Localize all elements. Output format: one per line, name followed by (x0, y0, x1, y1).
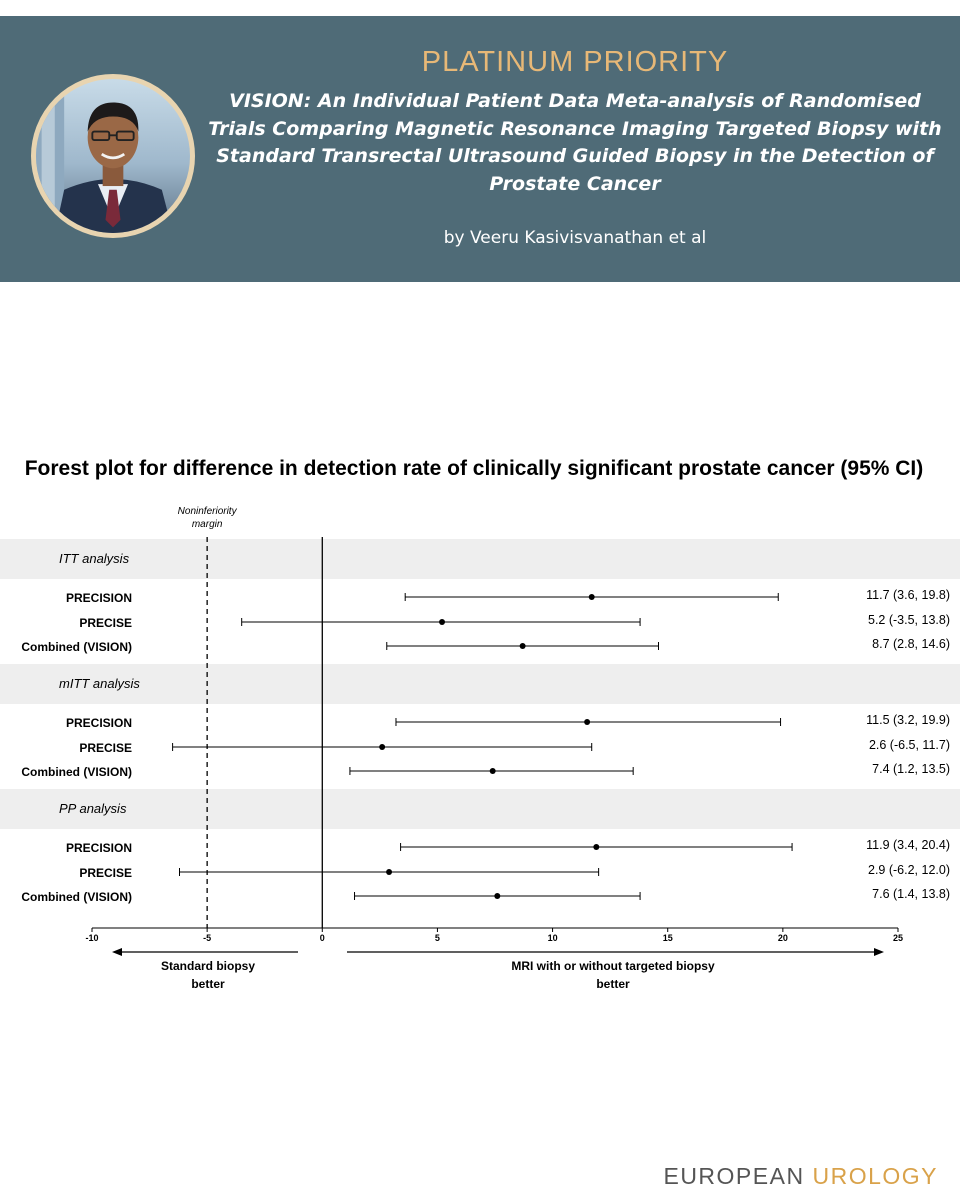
noninferiority-label: margin (191, 519, 223, 530)
estimate-text: 5.2 (-3.5, 13.8) (868, 613, 950, 627)
group-label: ITT analysis (59, 551, 130, 566)
estimate-text: 8.7 (2.8, 14.6) (872, 637, 950, 651)
forest-plot (0, 500, 960, 1010)
estimate-text: 2.6 (-6.5, 11.7) (868, 738, 950, 752)
estimate-text: 11.9 (3.4, 20.4) (866, 838, 950, 852)
estimate-text: 11.7 (3.6, 19.8) (866, 588, 950, 602)
row-label: PRECISE (79, 866, 132, 880)
row-label: Combined (VISION) (21, 765, 132, 779)
x-tick-label: 25 (892, 933, 904, 943)
row-label: PRECISE (79, 616, 132, 630)
author-photo (31, 74, 195, 238)
estimate-text: 11.5 (3.2, 19.9) (866, 713, 950, 727)
right-direction-label: better (596, 977, 630, 991)
chart-title: Forest plot for difference in detection rate of clinically significant prostate cancer (95% CI) (24, 457, 924, 480)
x-tick-label: 10 (547, 933, 558, 943)
x-tick-label: 0 (319, 933, 325, 943)
x-tick-label: 20 (777, 933, 788, 943)
author-byline: by Veeru Kasivisvanathan et al (443, 228, 707, 248)
x-tick-label: 5 (434, 933, 440, 943)
point-estimate (520, 643, 526, 649)
point-estimate (490, 768, 496, 774)
estimate-text: 7.6 (1.4, 13.8) (872, 887, 950, 901)
x-tick-label: -5 (203, 933, 212, 943)
forest-plot-svg (0, 500, 960, 1010)
point-estimate (494, 893, 500, 899)
group-band (0, 664, 960, 704)
point-estimate (584, 719, 590, 725)
point-estimate (593, 844, 599, 850)
row-label: Combined (VISION) (21, 890, 132, 904)
estimate-text: 7.4 (1.2, 13.5) (872, 762, 950, 776)
point-estimate (386, 869, 392, 875)
group-band (0, 789, 960, 829)
row-label: PRECISION (65, 716, 132, 730)
left-direction-label: better (191, 977, 225, 991)
point-estimate (589, 594, 595, 600)
estimate-text: 2.9 (-6.2, 12.0) (868, 863, 950, 877)
top-strip (0, 0, 960, 16)
point-estimate (379, 744, 385, 750)
row-label: PRECISE (79, 741, 132, 755)
brand-text-european: EUROPEAN (663, 1163, 813, 1189)
x-tick-label: 15 (662, 933, 673, 943)
group-label: PP analysis (59, 801, 127, 816)
group-label: mITT analysis (59, 676, 140, 691)
right-direction-label: MRI with or without targeted biopsy (511, 959, 715, 973)
right-arrow-head (874, 948, 884, 956)
author-portrait-illustration (36, 79, 190, 233)
brand-text-urology: UROLOGY (812, 1163, 938, 1189)
row-label: Combined (VISION) (21, 640, 132, 654)
row-label: PRECISION (65, 591, 132, 605)
row-label: PRECISION (65, 841, 132, 855)
left-arrow-head (112, 948, 122, 956)
noninferiority-label: Noninferiority (177, 506, 237, 517)
journal-brand (663, 1163, 938, 1190)
article-title: VISION: An Individual Patient Data Meta-analysis of Randomised Trials Comparing Magnetic Resonance Imaging Targeted Biopsy with Standard Transrectal Ultrasound Guided Biopsy in the Detection of Prostate Cancer (208, 90, 942, 195)
x-tick-label: -10 (85, 933, 99, 943)
group-band (0, 539, 960, 579)
category-kicker: PLATINUM PRIORITY (421, 46, 729, 78)
header-banner (0, 16, 960, 282)
left-direction-label: Standard biopsy (160, 959, 256, 973)
point-estimate (439, 619, 445, 625)
